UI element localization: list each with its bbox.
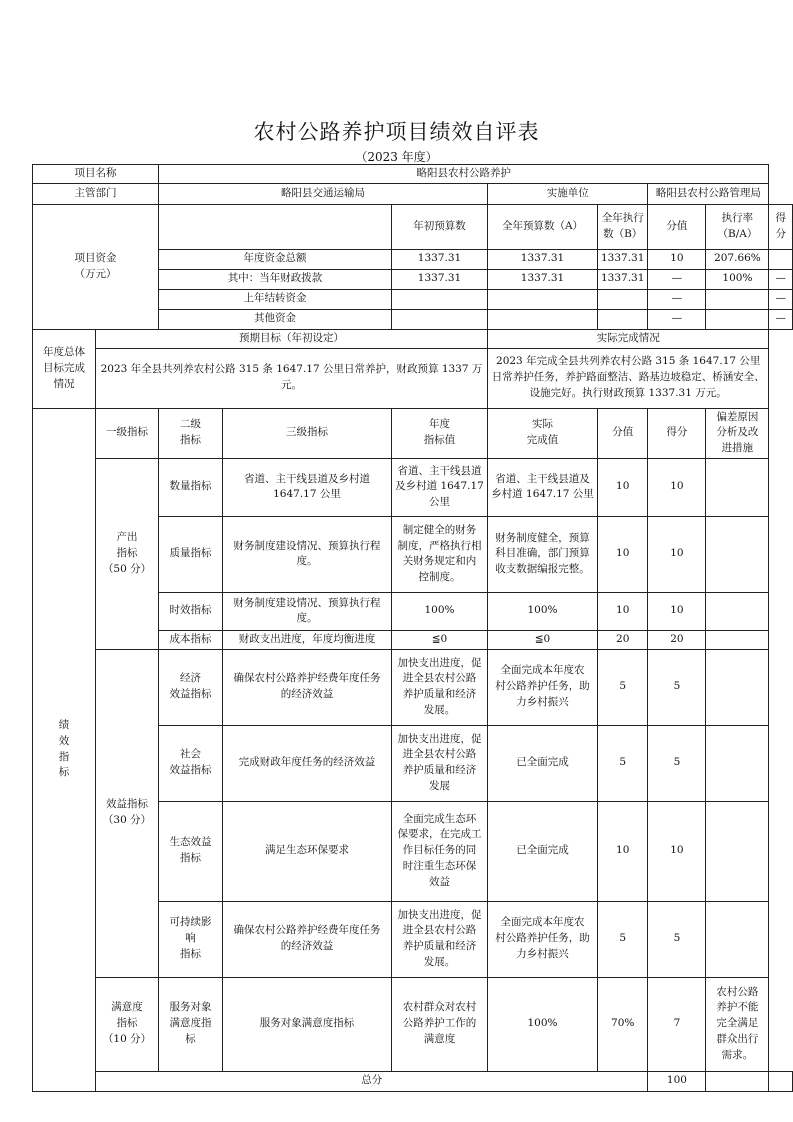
total-score-value: 100 — [648, 1071, 706, 1091]
funds-row-executed: 1337.31 — [598, 249, 648, 269]
funds-row-score: — — [769, 269, 793, 289]
funds-row-annual — [488, 289, 598, 309]
reason-cell — [706, 516, 769, 592]
funds-row-score — [769, 249, 793, 269]
score-value-cell: 5 — [598, 901, 648, 977]
reason-cell — [706, 592, 769, 630]
indicators-label: 绩 效 指 标 — [33, 408, 96, 1091]
level2-cell: 成本指标 — [159, 630, 223, 649]
ind-header-score-value: 分值 — [598, 408, 648, 458]
goals-planned: 2023 年全县共列养农村公路 315 条 1647.17 公里日常养护，财政预算 1337 万元。 — [96, 348, 488, 408]
impl-value: 略阳县农村公路管理局 — [648, 183, 769, 204]
funds-row-initial: 1337.31 — [392, 269, 488, 289]
target-cell: 制定健全的财务 制度，严格执行相 关财务规定和内 控制度。 — [392, 516, 488, 592]
actual-cell: 已全面完成 — [488, 725, 598, 801]
funds-row-executed — [598, 289, 648, 309]
score-value-cell: 70% — [598, 977, 648, 1071]
funds-row-score: — — [769, 289, 793, 309]
actual-cell: ≦0 — [488, 630, 598, 649]
level3-cell: 完成财政年度任务的经济效益 — [223, 725, 392, 801]
level2-cell: 服务对象 满意度指 标 — [159, 977, 223, 1071]
funds-header-initial: 年初预算数 — [392, 204, 488, 249]
page-title: 农村公路养护项目绩效自评表 — [253, 120, 540, 144]
level2-cell: 社会 效益指标 — [159, 725, 223, 801]
score-value-cell: 20 — [598, 630, 648, 649]
funds-row-rate: 207.66% — [706, 249, 769, 269]
actual-cell: 全面完成本年度农 村公路养护任务，助 力乡村振兴 — [488, 901, 598, 977]
score-value-cell: 10 — [598, 458, 648, 516]
target-cell: 全面完成生态环 保要求，在完成工 作目标任务的同 时注重生态环保 效益 — [392, 801, 488, 901]
target-cell: ≦0 — [392, 630, 488, 649]
funds-row-name: 年度资金总额 — [159, 249, 392, 269]
level1-satisfaction: 满意度 指标 （10 分） — [96, 977, 159, 1071]
impl-label: 实施单位 — [488, 183, 648, 204]
goals-actual: 2023 年完成全县共列养农村公路 315 条 1647.17 公里日常养护任务，养护路面整洁、路基边坡稳定、桥涵安全、设施完好。执行财政预算 1337.31 万元。 — [488, 348, 769, 408]
funds-header-rate: 执行率 （B/A） — [706, 204, 769, 249]
funds-row-annual — [488, 309, 598, 329]
funds-row-annual: 1337.31 — [488, 249, 598, 269]
reason-cell — [706, 725, 769, 801]
level1-benefit: 效益指标 （30 分） — [96, 649, 159, 977]
funds-header-blank — [159, 204, 392, 249]
target-cell: 加快支出进度，促 进全县农村公路 养护质量和经济 发展。 — [392, 901, 488, 977]
funds-header-score: 得分 — [769, 204, 793, 249]
reason-cell — [706, 901, 769, 977]
ind-header-target: 年度 指标值 — [392, 408, 488, 458]
indicator-row — [33, 977, 793, 1071]
funds-row-executed: 1337.31 — [598, 269, 648, 289]
level3-cell: 财务制度建设情况、预算执行程 度。 — [223, 516, 392, 592]
reason-cell — [706, 801, 769, 901]
funds-label: 项目资金 （万元） — [33, 204, 159, 329]
actual-cell: 省道、主干线县道及 乡村道 1647.17 公里 — [488, 458, 598, 516]
level2-cell: 时效指标 — [159, 592, 223, 630]
level3-cell: 财务制度建设情况、预算执行程 度。 — [223, 592, 392, 630]
ind-header-reason: 偏差原因 分析及改 进措施 — [706, 408, 769, 458]
level3-cell: 确保农村公路养护经费年度任务 的经济效益 — [223, 649, 392, 725]
level3-cell: 满足生态环保要求 — [223, 801, 392, 901]
ind-header-level1: 一级指标 — [96, 408, 159, 458]
funds-row-initial: 1337.31 — [392, 249, 488, 269]
score-cell: 10 — [648, 458, 706, 516]
reason-cell — [706, 630, 769, 649]
ind-header-level2: 二级 指标 — [159, 408, 223, 458]
score-cell: 10 — [648, 801, 706, 901]
total-reason — [769, 1071, 793, 1091]
project-name-value: 略阳县农村公路养护 — [159, 165, 769, 184]
indicator-row — [33, 649, 793, 725]
target-cell: 农村群众对农村 公路养护工作的 满意度 — [392, 977, 488, 1071]
score-value-cell: 10 — [598, 592, 648, 630]
target-cell: 100% — [392, 592, 488, 630]
funds-row-initial — [392, 309, 488, 329]
funds-row-executed — [598, 309, 648, 329]
total-score — [706, 1071, 769, 1091]
funds-row-name: 其中：当年财政拨款 — [159, 269, 392, 289]
dept-value: 略阳县交通运输局 — [159, 183, 488, 204]
funds-row-score-value: 10 — [648, 249, 706, 269]
ind-header-score: 得分 — [648, 408, 706, 458]
score-cell: 5 — [648, 725, 706, 801]
ind-header-level3: 三级指标 — [223, 408, 392, 458]
funds-header-executed: 全年执行数（B） — [598, 204, 648, 249]
level2-cell: 数量指标 — [159, 458, 223, 516]
funds-row-rate: 100% — [706, 269, 769, 289]
funds-row-score-value: — — [648, 289, 706, 309]
project-name-label: 项目名称 — [33, 165, 159, 184]
score-value-cell: 10 — [598, 516, 648, 592]
target-cell: 加快支出进度，促 进全县农村公路 养护质量和经济 发展。 — [392, 649, 488, 725]
score-value-cell: 5 — [598, 725, 648, 801]
level2-cell: 质量指标 — [159, 516, 223, 592]
level3-cell: 省道、主干线县道及乡村道 1647.17 公里 — [223, 458, 392, 516]
reason-cell: 农村公路 养护不能 完全满足 群众出行 需求。 — [706, 977, 769, 1071]
reason-cell — [706, 649, 769, 725]
level3-cell: 确保农村公路养护经费年度任务 的经济效益 — [223, 901, 392, 977]
level3-cell: 服务对象满意度指标 — [223, 977, 392, 1071]
level2-cell: 可持续影 响 指标 — [159, 901, 223, 977]
funds-row-annual: 1337.31 — [488, 269, 598, 289]
reason-cell — [706, 458, 769, 516]
actual-cell: 100% — [488, 592, 598, 630]
target-cell: 省道、主干线县道 及乡村道 1647.17 公里 — [392, 458, 488, 516]
funds-row-initial — [392, 289, 488, 309]
target-cell: 加快支出进度，促 进全县农村公路 养护质量和经济 发展 — [392, 725, 488, 801]
score-value-cell: 10 — [598, 801, 648, 901]
actual-cell: 100% — [488, 977, 598, 1071]
funds-row-name: 其他资金 — [159, 309, 392, 329]
score-value-cell: 5 — [598, 649, 648, 725]
funds-header-score-value: 分值 — [648, 204, 706, 249]
actual-cell: 财务制度健全，预算 科目准确，部门预算 收支数据编报完整。 — [488, 516, 598, 592]
actual-cell: 全面完成本年度农 村公路养护任务，助 力乡村振兴 — [488, 649, 598, 725]
funds-row-name: 上年结转资金 — [159, 289, 392, 309]
goals-actual-header: 实际完成情况 — [488, 329, 769, 348]
year-subtitle: （2023 年度） — [355, 150, 438, 164]
level2-cell: 经济 效益指标 — [159, 649, 223, 725]
funds-row-rate — [706, 309, 769, 329]
ind-header-actual: 实际 完成值 — [488, 408, 598, 458]
funds-row-score-value: — — [648, 269, 706, 289]
score-cell: 20 — [648, 630, 706, 649]
score-cell: 10 — [648, 592, 706, 630]
level1-output: 产出 指标 （50 分） — [96, 458, 159, 649]
funds-row-score: — — [769, 309, 793, 329]
score-cell: 7 — [648, 977, 706, 1071]
indicator-row — [33, 458, 793, 516]
funds-header-annual: 全年预算数（A） — [488, 204, 598, 249]
score-cell: 5 — [648, 649, 706, 725]
dept-label: 主管部门 — [33, 183, 159, 204]
total-label: 总分 — [96, 1071, 648, 1091]
goals-planned-header: 预期目标（年初设定） — [96, 329, 488, 348]
level3-cell: 财政支出进度，年度均衡进度 — [223, 630, 392, 649]
score-cell: 10 — [648, 516, 706, 592]
level2-cell: 生态效益 指标 — [159, 801, 223, 901]
goals-label: 年度总体 目标完成 情况 — [33, 329, 96, 408]
evaluation-table — [32, 164, 793, 1092]
funds-row-score-value: — — [648, 309, 706, 329]
funds-row-rate — [706, 289, 769, 309]
actual-cell: 已全面完成 — [488, 801, 598, 901]
score-cell: 5 — [648, 901, 706, 977]
